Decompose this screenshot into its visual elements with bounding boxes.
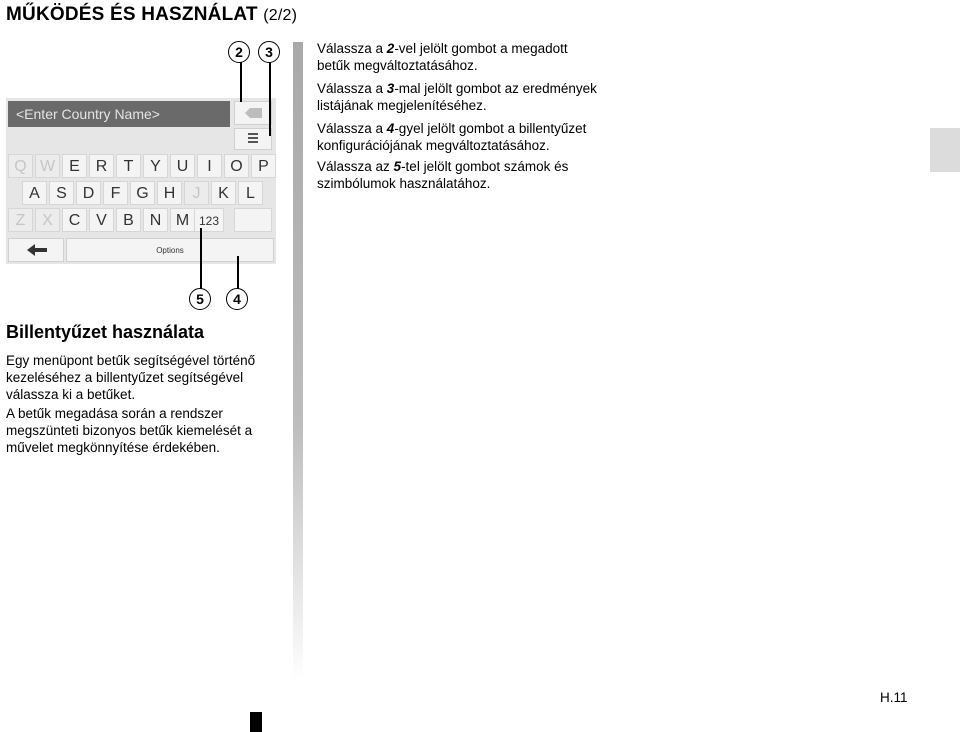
callout-5: 5 (189, 288, 211, 310)
key: J (184, 181, 209, 205)
key: C (62, 208, 87, 232)
instruction-item: Válassza az 5-tel jelölt gombot számok és szimbólumok használatához. (317, 159, 569, 191)
callout-line-5 (200, 228, 202, 290)
key: H (157, 181, 182, 205)
key: B (116, 208, 141, 232)
key: I (197, 154, 222, 178)
left-paragraph-2: A betűk megadása során a rendszer megszünteti bizonyos betűk kiemelését a művelet megkönnyítése érdekében. (6, 406, 253, 455)
callout-3: 3 (258, 41, 280, 63)
key: X (35, 208, 60, 232)
keyboard-illustration (6, 98, 276, 264)
key: Z (8, 208, 33, 232)
keyboard-bottom-bar (6, 238, 276, 264)
list-icon (235, 129, 271, 149)
options-key: Options (66, 238, 274, 262)
key: L (238, 181, 263, 205)
section-tab (930, 128, 960, 172)
backspace-icon (235, 102, 271, 124)
back-key (8, 238, 64, 262)
key: K (211, 181, 236, 205)
instruction-item: Válassza a 4-gyel jelölt gombot a billentyűzet konfigurációjának megváltoztatásához. (317, 121, 587, 153)
key: Y (143, 154, 168, 178)
country-name-field: <Enter Country Name> (8, 101, 230, 127)
key: W (35, 154, 60, 178)
left-paragraph-1: Egy menüpont betűk segítségével történő kezeléséhez a billentyűzet segítségével válassza ki a betűket. (6, 353, 256, 402)
key: Q (8, 154, 33, 178)
key: G (130, 181, 155, 205)
results-list-key (234, 128, 272, 150)
keyboard-config-key (234, 208, 272, 232)
key: V (89, 208, 114, 232)
callout-2: 2 (228, 41, 250, 63)
callout-4: 4 (226, 288, 248, 310)
key: N (143, 208, 168, 232)
instruction-item: Válassza a 2-vel jelölt gombot a megadott betűk megváltoztatásához. (317, 41, 568, 73)
page-title (6, 4, 297, 26)
backspace-key (234, 101, 272, 125)
back-arrow-icon (9, 239, 63, 261)
page-title-subtitle: (2/2) (263, 7, 298, 24)
column-divider (293, 42, 303, 682)
key: F (103, 181, 128, 205)
page-title-main: MŰKÖDÉS ÉS HASZNÁLAT (6, 4, 258, 25)
callout-line-4 (237, 256, 239, 290)
numbers-key: 123 (194, 208, 224, 232)
key: E (62, 154, 87, 178)
bottom-marker (250, 712, 262, 732)
key: U (170, 154, 195, 178)
instruction-item: Válassza a 3-mal jelölt gombot az eredmények listájának megjelenítéséhez. (317, 81, 597, 113)
page-number: H.11 (880, 690, 908, 705)
key: D (76, 181, 101, 205)
key: T (116, 154, 141, 178)
key: R (89, 154, 114, 178)
key: P (251, 154, 276, 178)
key: A (22, 181, 47, 205)
callout-line-2 (240, 62, 242, 102)
section-heading: Billentyűzet használata (6, 322, 205, 342)
key: M (170, 208, 195, 232)
key: O (224, 154, 249, 178)
callout-line-3 (269, 62, 271, 136)
key: S (49, 181, 74, 205)
